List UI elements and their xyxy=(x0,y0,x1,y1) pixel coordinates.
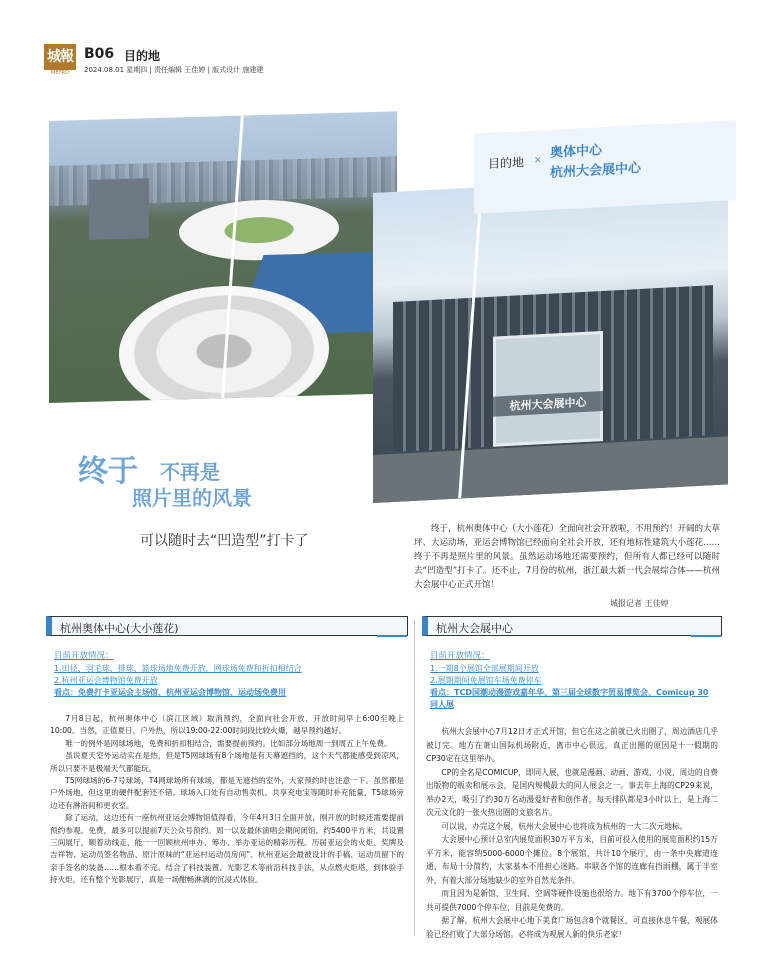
paragraph: 可以说，办完这个展，杭州大会展中心也将成为杭州的一大二次元地标。 xyxy=(441,821,688,831)
headline-big: 终于 xyxy=(78,454,138,489)
paragraph: 除了运动，这边还有一座杭州亚运会博物馆值得看，今年4月3日全面开放，刚开放的时候还需要提前预约参观。免费，最多可以提前7天公众号预约。周一以及最休演唱会期间闭馆。约5400平方米，共设置三间展厅，顺着动线走，能一一回顾杭州申办、筹办、举办亚运的精彩历程。历届亚运会的火炬、奖牌及吉祥物、运动员签名物品、原汁原味的“亚运村运动员房间”、杭州亚运会最被设计的手稿、运动员留下的亲手签名的装备……根本看不完。结合了科技装置、光影艺术等前沿科技手法，从点燃火炬塔，到体验手持火炬，还有整个光影展厅，真是一场酣畅淋漓的沉浸式体验。 xyxy=(50,813,404,885)
paragraph: 大会展中心预计总室内展览面积30万平方米，目前可投入使用的展览面积约15万平方米，能容纳5000-6000个摊位。8个展馆，共计10个展厅，由一条中央廊道连通，布局十分简约，大家基本不用担心迷路。串联各个馆的连廊有挡雨棚，属于半室外，有着大部分场地缺少的室外自然光条件。 xyxy=(426,835,718,885)
headline-small: 不再是 xyxy=(160,460,220,484)
info-item: 2.展期期间免展馆车场免费停车 xyxy=(430,676,542,685)
column-header xyxy=(422,616,722,636)
header-rule xyxy=(691,635,721,637)
brand-sub: METRO xyxy=(51,70,69,76)
paragraph: 虽说夏天室外运动实在是热，但是T5网球场有8个场地是有天幕遮挡的，这个天气都能感受到凉风，所以只要不是极端天气都能玩。 xyxy=(50,751,404,773)
paragraph: 唯一的例外是网球场地，免费和折扣相结合，需要提前预约。比如部分场地周一到周五上午免费。 xyxy=(65,738,392,748)
expo-hall-photo xyxy=(373,174,728,503)
hall-entrance xyxy=(493,331,603,447)
info-head: 目前开放情况： xyxy=(54,651,114,661)
body-text xyxy=(422,725,722,941)
intro-paragraph: 终于，杭州奥体中心（大小莲花）全面向社会开放啦，不用预约！开阔的大草坪、大运动场，亚运会博物馆已经面向全社会开放，还有地标性建筑大小莲花……终于不再是照片里的风景。虽然运动场地还需要预约，但所有人都已经可以随时去“凹造型”打卡了。还不止，7月份的杭州，浙江最大新一代会展综合体——杭州大会展中心正式开馆！ xyxy=(414,524,721,590)
info-look: 看点：TCD国潮动漫游戏嘉年华、第三届全球数字贸易博览会、Comicup 30同人展 xyxy=(430,688,709,709)
left-column xyxy=(46,616,408,936)
info-box xyxy=(46,646,408,703)
column-title: 杭州大会展中心 xyxy=(436,622,513,635)
paragraph: CP的全名是COMICUP，即同人展，也就是漫画、动画、游戏、小说、周边的自费出版物的贩卖和展示会，是国内规模最大的同人展会之一。事去年上海的CP29来说，举办2天，吸引了约30万名动漫爱好者和创作者，每天排队都是3小时以上，是上海二次元文化的一张火热出圈的文旅名片。 xyxy=(426,767,718,817)
masthead xyxy=(44,44,724,76)
brand-logo: 城報 xyxy=(44,44,76,70)
hall-sign: 杭州大会展中心 xyxy=(493,391,603,417)
column-divider xyxy=(414,620,415,936)
body-text xyxy=(46,713,408,887)
headline-line2: 照片里的风景 xyxy=(132,486,252,510)
destination-line1: 奥体中心 xyxy=(550,143,603,161)
paragraph: 据了解，杭州大会展中心地下美食广场包含8个就餐区，可直接休息午餐，观展体验已经打败了大部分场馆。必将成为观展人新的快乐老家！ xyxy=(426,916,718,939)
stadium-photo xyxy=(49,111,397,403)
page-section: 目的地 xyxy=(124,49,161,63)
byline: 城报记者 王佳婷 xyxy=(610,599,669,608)
tower-block xyxy=(89,178,149,240)
info-item: 2.杭州亚运会博物馆免费开放 xyxy=(54,676,158,685)
subhead: 可以随时去“凹造型”打卡了 xyxy=(140,533,309,549)
destination-line2: 杭州大会展中心 xyxy=(550,161,642,181)
header-rule xyxy=(377,635,407,637)
right-column xyxy=(422,616,722,939)
paragraph: 7月8日起，杭州奥体中心（滨江区域）取消预约，全面向社会开放，开放时间早上6:00至晚上10:00。当然，正值夏日，户外热，所以19:00-22:00时间段比较火爆，越早预约越好。 xyxy=(50,714,404,736)
destination-tag xyxy=(474,120,736,214)
paragraph: 而且因为是新馆，卫生间、空调等硬件设施也很给力。地下有3700个停车位，一共可提供7000个停车位，目前是免费的。 xyxy=(426,889,718,912)
info-item: 1.一期8个展馆全部展期间开放 xyxy=(430,664,539,673)
page-code: B06 xyxy=(84,46,115,62)
destination-label: 目的地 xyxy=(488,155,525,172)
masthead-meta: 2024.08.01 星期四 | 责任编辑 王佳婷 | 版式设计 施建建 xyxy=(84,66,264,74)
paragraph: 杭州大会展中心7月12日才正式开馆，但它在这之前就已火出圈了，周边酒店几乎被订完。地方在萧山国际机场附近，离市中心很远，真正出圈的原因是十一假期的CP30定在这里举办。 xyxy=(426,727,718,763)
paragraph: T5网球场的6-7号球场，T4网球场所有球场，都是无遮挡的室外，大家预约时也注意一下。虽然都是户外场地，但这里的硬件配套还不错。球场入口处有自动售卖机、共享充电宝等随时补充能量，T5球场旁边还有淋浴间和更衣室。 xyxy=(50,776,404,810)
column-title: 杭州奥体中心(大小莲花) xyxy=(60,622,179,635)
info-head: 目前开放情况： xyxy=(430,651,490,661)
times-icon: × xyxy=(534,155,542,166)
column-header xyxy=(46,616,408,636)
info-box xyxy=(422,646,722,715)
info-item: 1.田径、羽毛球、排球、篮球场地免费开放，网球场免费和折扣相结合 xyxy=(54,664,302,673)
info-look: 看点：免费打卡亚运会主场馆、杭州亚运会博物馆、运动场免费用 xyxy=(54,688,286,697)
